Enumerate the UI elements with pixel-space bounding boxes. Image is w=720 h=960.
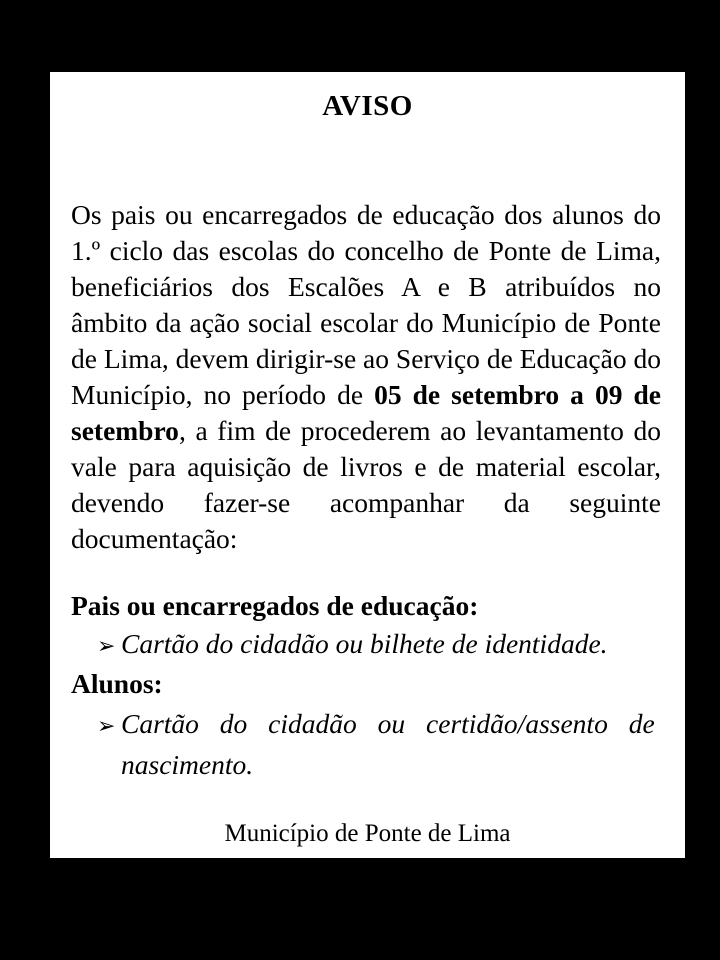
notice-paragraph xyxy=(71,197,661,557)
paragraph-text-start: Os pais ou encarregados de educação dos alunos do 1.º ciclo das escolas do concelho de Ponte de Lima, beneficiários dos Escalões A e B atribuídos no âmbito da ação social escolar do Município de Ponte de Lima, devem dirigir-se ao Serviço de Educação do Município, no período de xyxy=(71,199,661,410)
notice-footer: Município de Ponte de Lima xyxy=(224,820,511,847)
arrow-bullet-icon: ➢ xyxy=(97,714,116,739)
date-range: 05 de setembro a 09 de setembro xyxy=(71,379,661,446)
list-item-text: Cartão do cidadão ou bilhete de identidade. xyxy=(121,628,608,659)
list-item-parents-document xyxy=(97,625,662,666)
notice-title: AVISO xyxy=(322,90,413,122)
list-item-text-line2: nascimento. xyxy=(121,749,254,780)
notice-sheet xyxy=(50,72,685,858)
section-heading-students: Alunos: xyxy=(71,668,163,699)
arrow-bullet-icon: ➢ xyxy=(97,634,116,659)
list-item-students-document xyxy=(97,705,662,784)
list-item-text-line1: Cartão do cidadão ou certidão/assento de xyxy=(121,708,655,739)
section-heading-parents: Pais ou encarregados de educação: xyxy=(71,590,479,621)
paragraph-text-end: , a fim de procederem ao levantamento do vale para aquisição de livros e de material escolar, devendo fazer-se acompanhar da seguinte documentação: xyxy=(71,415,661,554)
